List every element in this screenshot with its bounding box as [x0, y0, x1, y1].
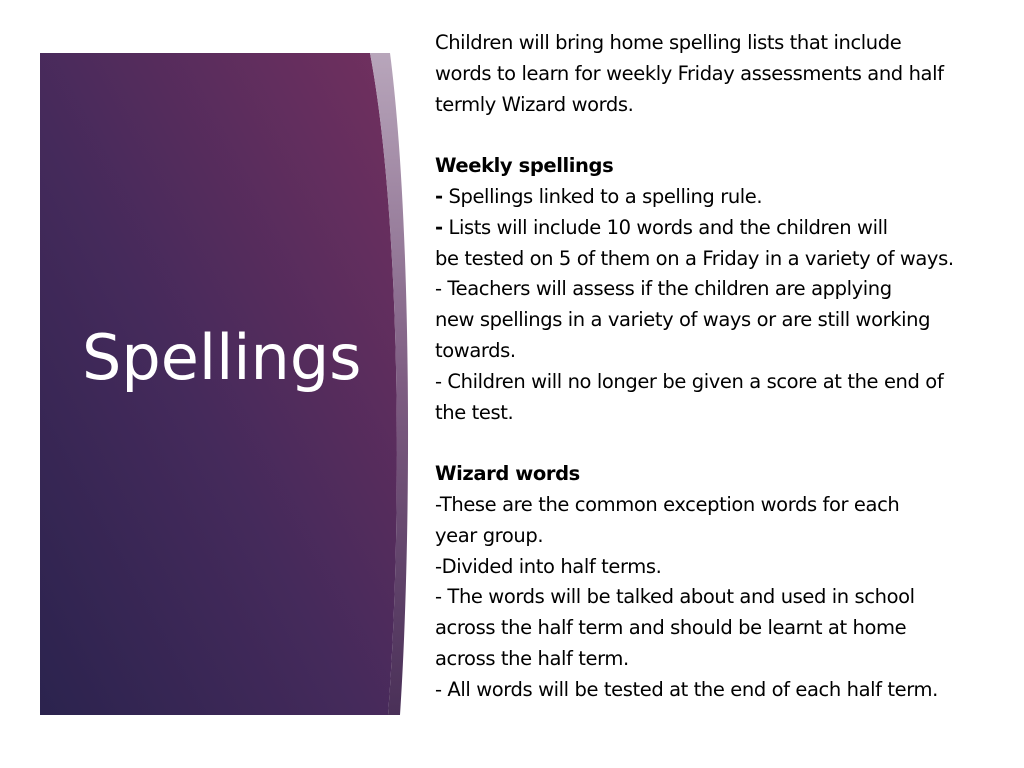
intro-line: Children will bring home spelling lists that include: [435, 31, 902, 54]
wizard-line: -Divided into half terms.: [435, 554, 662, 578]
wizard-line: across the half term and should be learnt at home: [435, 616, 907, 640]
weekly-line: new spellings in a variety of ways or are still working: [435, 308, 931, 332]
weekly-line-text: Spellings linked to a spelling rule.: [442, 184, 763, 208]
weekly-line: [435, 213, 1015, 244]
weekly-line: the test.: [435, 400, 514, 424]
intro-line: termly Wizard words.: [435, 92, 634, 116]
weekly-line: towards.: [435, 338, 516, 362]
weekly-line: [435, 182, 1015, 213]
blank-line: [435, 428, 1015, 459]
bullet-dash: -: [435, 184, 443, 208]
intro-line: words to learn for weekly Friday assessments and half: [435, 61, 944, 85]
wizard-line: across the half term.: [435, 646, 629, 670]
weekly-spellings-heading: Weekly spellings: [435, 154, 614, 178]
weekly-line-text: Lists will include 10 words and the children will: [442, 215, 888, 239]
body-text: [435, 28, 1015, 706]
wizard-line: year group.: [435, 523, 544, 547]
wizard-line: - The words will be talked about and used in school: [435, 585, 915, 609]
blank-line: [435, 120, 1015, 151]
weekly-line: - Children will no longer be given a score at the end of: [435, 369, 944, 393]
weekly-line: be tested on 5 of them on a Friday in a variety of ways.: [435, 246, 954, 270]
weekly-line: - Teachers will assess if the children are applying: [435, 277, 892, 301]
wizard-words-heading: Wizard words: [435, 462, 580, 486]
bullet-dash: -: [435, 215, 443, 239]
wizard-line: -These are the common exception words for each: [435, 492, 900, 516]
wizard-line: - All words will be tested at the end of each half term.: [435, 677, 938, 701]
slide-title: Spellings: [82, 321, 362, 394]
